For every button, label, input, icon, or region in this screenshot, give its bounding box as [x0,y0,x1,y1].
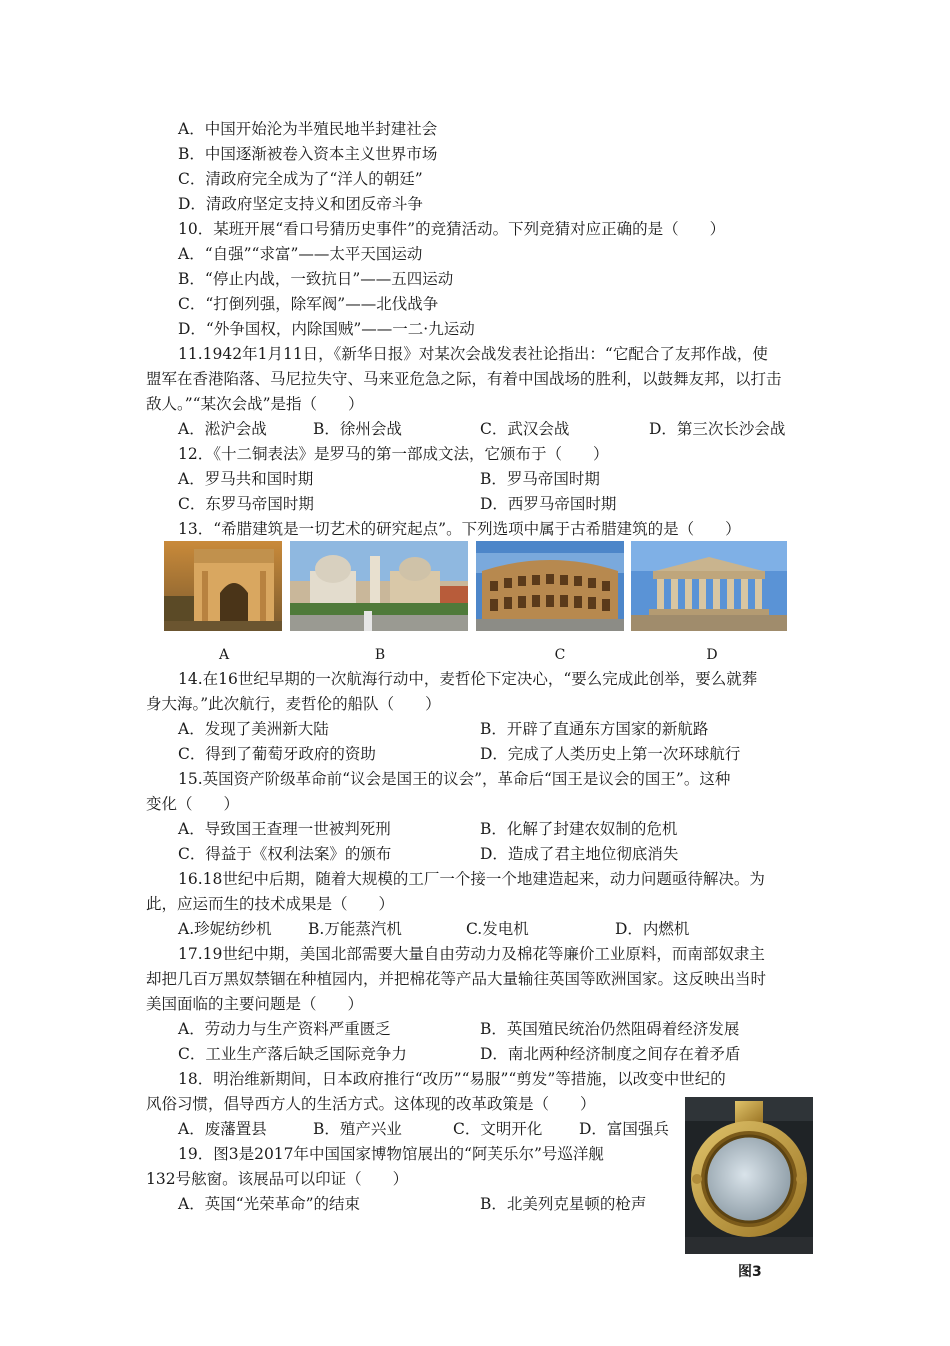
photo-option-a-arch [164,541,282,631]
q11-option-d: D．第三次长沙会战 [649,420,786,438]
q18-option-b: B．殖产兴业 [313,1120,402,1138]
q16-option-a: A.珍妮纺纱机 [178,920,272,938]
q16-stem-line-1: 16.18世纪中后期，随着大规模的工厂一个接一个地建造起来，动力问题亟待解决。为 [178,870,765,888]
q18-stem-line-2: 风俗习惯，倡导西方人的生活方式。这体现的改革政策是（ ） [146,1095,596,1113]
q9-option-a: A．中国开始沦为半殖民地半封建社会 [178,120,438,138]
q10-option-b: B．“停止内战，一致抗日”——五四运动 [178,270,454,288]
q13-stem: 13．“希腊建筑是一切艺术的研究起点”。下列选项中属于古希腊建筑的是（ ） [178,520,741,538]
q15-option-c: C．得益于《权利法案》的颁布 [178,845,392,863]
q17-option-d: D．南北两种经济制度之间存在着矛盾 [480,1045,741,1063]
q12-option-d: D．西罗马帝国时期 [480,495,617,513]
q10-option-d: D．“外争国权，内除国贼”——一二·九运动 [178,320,475,338]
q10-option-a: A．“自强”“求富”——太平天国运动 [178,245,423,263]
q18-stem-line-1: 18．明治维新期间，日本政府推行“改历”“易服”“剪发”等措施，以改变中世纪的 [178,1070,726,1088]
q11-option-b: B．徐州会战 [313,420,402,438]
figure-3-porthole-photo [685,1097,813,1254]
q9-option-b: B．中国逐渐被卷入资本主义世界市场 [178,145,438,163]
photo-option-c-colosseum [476,541,624,631]
q19-stem-line-2: 132号舷窗。该展品可以印证（ ） [146,1170,409,1188]
q19-option-a: A．英国“光荣革命”的结束 [178,1195,361,1213]
q16-stem-line-2: 此，应运而生的技术成果是（ ） [146,895,395,913]
q13-caption-d: D [706,647,718,663]
figure-3-label: 图3 [738,1264,762,1280]
q14-option-d: D．完成了人类历史上第一次环球航行 [480,745,741,763]
q19-stem-line-1: 19．图3是2017年中国国家博物馆展出的“阿芙乐尔”号巡洋舰 [178,1145,604,1163]
q17-option-c: C．工业生产落后缺乏国际竞争力 [178,1045,407,1063]
q9-option-d: D．清政府坚定支持义和团反帝斗争 [178,195,423,213]
q17-option-b: B．英国殖民统治仍然阻碍着经济发展 [480,1020,740,1038]
q14-option-b: B．开辟了直通东方国家的新航路 [480,720,709,738]
q13-caption-b: B [374,647,386,663]
q11-stem-line-3: 敌人。”“某次会战”是指（ ） [146,395,364,413]
q10-option-c: C．“打倒列强，除军阀”——北伐战争 [178,295,439,313]
photo-option-d-parthenon [631,541,787,631]
q15-stem-line-2: 变化（ ） [146,795,240,813]
q12-stem: 12．《十二铜表法》是罗马的第一部成文法，它颁布于（ ） [178,445,609,463]
q12-option-a: A．罗马共和国时期 [178,470,314,488]
q17-stem-line-2: 却把几百万黑奴禁锢在种植园内，并把棉花等产品大量输往英国等欧洲国家。这反映出当时 [146,970,767,988]
q16-option-c: C.发电机 [466,920,529,938]
q18-option-c: C．文明开化 [453,1120,543,1138]
q17-stem-line-3: 美国面临的主要问题是（ ） [146,995,364,1013]
q15-option-b: B．化解了封建农奴制的危机 [480,820,678,838]
q17-option-a: A．劳动力与生产资料严重匮乏 [178,1020,391,1038]
q11-stem-line-2: 盟军在香港陷落、马尼拉失守、马来亚危急之际，有着中国战场的胜利，以鼓舞友邦，以打击 [146,370,782,388]
q14-option-a: A．发现了美洲新大陆 [178,720,329,738]
q12-option-c: C．东罗马帝国时期 [178,495,314,513]
q18-option-d: D．富国强兵 [579,1120,669,1138]
q11-option-c: C．武汉会战 [480,420,570,438]
q14-stem-line-1: 14.在16世纪早期的一次航海行动中，麦哲伦下定决心，“要么完成此创举，要么就葬 [178,670,758,688]
q16-option-b: B.万能蒸汽机 [308,920,402,938]
q15-option-d: D．造成了君主地位彻底消失 [480,845,679,863]
q17-stem-line-1: 17.19世纪中期，美国北部需要大量自由劳动力及棉花等廉价工业原料，而南部奴隶主 [178,945,765,963]
q9-option-c: C．清政府完全成为了“洋人的朝廷” [178,170,423,188]
q10-stem: 10．某班开展“看口号猜历史事件”的竞猜活动。下列竞猜对应正确的是（ ） [178,220,726,238]
q14-stem-line-2: 身大海。”此次航行，麦哲伦的船队（ ） [146,695,441,713]
q12-option-b: B．罗马帝国时期 [480,470,600,488]
q15-stem-line-1: 15.英国资产阶级革命前“议会是国王的议会”，革命后“国王是议会的国王”。这种 [178,770,731,788]
q16-option-d: D．内燃机 [615,920,690,938]
q11-stem-line-1: 11.1942年1月11日，《新华日报》对某次会战发表社论指出：“它配合了友邦作战，使 [178,345,768,363]
q18-option-a: A．废藩置县 [178,1120,267,1138]
q13-caption-c: C [554,647,566,663]
q14-option-c: C．得到了葡萄牙政府的资助 [178,745,376,763]
q13-caption-a: A [218,647,230,663]
q19-option-b: B．北美列克星顿的枪声 [480,1195,647,1213]
photo-option-b-columns [290,541,468,631]
q15-option-a: A．导致国王查理一世被判死刑 [178,820,391,838]
q11-option-a: A．淞沪会战 [178,420,267,438]
